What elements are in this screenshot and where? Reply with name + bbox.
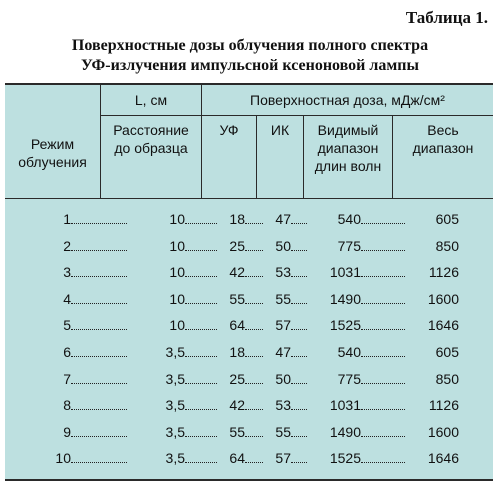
- cell-ir: 53: [275, 397, 291, 414]
- cell-full: 1646: [427, 317, 459, 334]
- dot-leader: [245, 223, 263, 224]
- cell-mode: 6: [63, 344, 71, 360]
- header-distance-line-1: Расстояние: [113, 122, 189, 138]
- header-mode: [5, 135, 100, 171]
- dot-leader: [245, 409, 263, 410]
- cell-mode: 4: [63, 290, 71, 307]
- dot-leader: [291, 383, 307, 384]
- header-full-line-2: диапазон: [412, 140, 474, 156]
- cell-ir: 53: [275, 264, 291, 281]
- cell-full: 605: [435, 344, 459, 360]
- dot-leader: [185, 250, 217, 251]
- header-full-line-1: Весь: [427, 122, 459, 138]
- header-mode-line-1: Режим: [30, 136, 75, 152]
- dot-leader: [185, 356, 217, 357]
- dot-leader: [361, 356, 405, 357]
- dot-leader: [71, 329, 127, 330]
- dot-leader: [185, 409, 217, 410]
- dot-leader: [291, 303, 307, 304]
- cell-ir: 55: [275, 290, 291, 307]
- cell-visible: 1031: [329, 264, 361, 281]
- dot-leader: [361, 436, 405, 437]
- cell-full: 850: [435, 370, 459, 387]
- dot-leader: [185, 223, 217, 224]
- header-visible-line-2: диапазон: [317, 140, 379, 156]
- cell-distance: 3,5: [165, 423, 185, 440]
- cell-visible: 775: [337, 237, 361, 254]
- table-row: [5, 208, 493, 232]
- dot-leader: [245, 462, 263, 463]
- dot-leader: [245, 383, 263, 384]
- dot-leader: [291, 436, 307, 437]
- cell-mode: 7: [63, 370, 71, 387]
- dot-leader: [291, 462, 307, 463]
- cell-visible: 1490: [329, 290, 361, 307]
- table-caption-line-1: Поверхностные дозы облучения полного спектра: [71, 37, 429, 54]
- cell-full: 1126: [428, 397, 459, 414]
- cell-mode: 5: [63, 317, 71, 334]
- cell-uv: 55: [229, 290, 245, 307]
- cell-ir: 47: [275, 344, 291, 360]
- cell-uv: 18: [229, 344, 245, 360]
- cell-distance: 10: [169, 290, 185, 307]
- dot-leader: [71, 303, 127, 304]
- cell-distance: 3,5: [165, 370, 185, 387]
- cell-distance: 10: [169, 237, 185, 254]
- dot-leader: [291, 356, 307, 357]
- dot-leader: [185, 329, 217, 330]
- cell-uv: 55: [229, 423, 245, 440]
- cell-visible: 1031: [329, 397, 361, 414]
- header-dose-group: Поверхностная доза, мДж/см²: [250, 92, 445, 108]
- dot-leader: [185, 303, 217, 304]
- dot-leader: [361, 250, 405, 251]
- dot-leader: [245, 276, 263, 277]
- data-table: [5, 83, 493, 481]
- dot-leader: [71, 383, 127, 384]
- dot-leader: [361, 462, 405, 463]
- dot-leader: [245, 250, 263, 251]
- cell-full: 1126: [428, 264, 459, 281]
- cell-full: 850: [435, 237, 459, 254]
- table-row: [5, 261, 493, 285]
- dot-leader: [245, 329, 263, 330]
- header-distance: [101, 121, 201, 157]
- table-row: [5, 447, 493, 471]
- dot-leader: [291, 409, 307, 410]
- cell-mode: 10: [55, 450, 71, 467]
- cell-ir: 50: [275, 237, 291, 254]
- dot-leader: [361, 303, 405, 304]
- header-distance-group: L, см: [134, 92, 168, 108]
- dot-leader: [291, 223, 307, 224]
- header-ir: ИК: [270, 122, 290, 138]
- dot-leader: [185, 276, 217, 277]
- dot-leader: [245, 436, 263, 437]
- table-row: [5, 235, 493, 259]
- dot-leader: [361, 329, 405, 330]
- table-row: [5, 288, 493, 312]
- table-number: Таблица 1.: [405, 8, 488, 27]
- dot-leader: [291, 276, 307, 277]
- cell-visible: 1490: [329, 423, 361, 440]
- table-top-rule: [5, 83, 493, 85]
- header-distance-line-2: до образца: [114, 140, 188, 156]
- table-row: [5, 368, 493, 392]
- table-row: [5, 341, 493, 365]
- dot-leader: [245, 356, 263, 357]
- header-visible-line-3: длин волн: [314, 158, 382, 174]
- cell-ir: 55: [275, 423, 291, 440]
- dot-leader: [71, 250, 127, 251]
- dot-leader: [71, 462, 127, 463]
- header-bottom-rule: [5, 198, 493, 199]
- dot-leader: [245, 303, 263, 304]
- dot-leader: [361, 409, 405, 410]
- cell-mode: 8: [63, 397, 71, 414]
- dot-leader: [71, 409, 127, 410]
- dot-leader: [71, 276, 127, 277]
- cell-uv: 64: [229, 317, 245, 334]
- cell-visible: 540: [337, 344, 361, 360]
- cell-uv: 25: [229, 370, 245, 387]
- cell-ir: 47: [275, 211, 291, 227]
- header-full: [393, 121, 493, 157]
- table-row: [5, 421, 493, 445]
- cell-uv: 42: [229, 264, 245, 281]
- cell-visible: 1525: [329, 317, 361, 334]
- cell-uv: 25: [229, 237, 245, 254]
- dot-leader: [361, 383, 405, 384]
- group-header-rule: [100, 115, 493, 116]
- cell-visible: 1525: [329, 450, 361, 467]
- cell-distance: 3,5: [165, 397, 185, 414]
- header-mode-line-2: облучения: [18, 154, 87, 170]
- dot-leader: [185, 383, 217, 384]
- header-visible-line-1: Видимый: [317, 122, 379, 138]
- header-visible: [304, 121, 392, 175]
- cell-uv: 42: [229, 397, 245, 414]
- cell-uv: 18: [229, 211, 245, 227]
- dot-leader: [361, 276, 405, 277]
- table-row: [5, 394, 493, 418]
- table-row: [5, 314, 493, 338]
- header-uv: УФ: [219, 122, 239, 138]
- cell-ir: 57: [275, 317, 291, 334]
- cell-distance: 10: [169, 317, 185, 334]
- cell-distance: 3,5: [165, 344, 185, 360]
- dot-leader: [291, 250, 307, 251]
- cell-full: 1646: [427, 450, 459, 467]
- cell-distance: 3,5: [165, 450, 185, 467]
- cell-distance: 10: [169, 211, 185, 227]
- cell-mode: 2: [63, 237, 71, 254]
- cell-ir: 50: [275, 370, 291, 387]
- cell-uv: 64: [229, 450, 245, 467]
- dot-leader: [71, 436, 127, 437]
- cell-full: 605: [435, 211, 459, 227]
- dot-leader: [185, 462, 217, 463]
- cell-mode: 9: [63, 423, 71, 440]
- table-bottom-rule: [5, 479, 493, 481]
- dot-leader: [361, 223, 405, 224]
- cell-ir: 57: [275, 450, 291, 467]
- cell-visible: 540: [337, 211, 361, 227]
- dot-leader: [291, 329, 307, 330]
- cell-mode: 3: [63, 264, 71, 281]
- table-caption-line-2: УФ-излучения импульсной ксеноновой лампы: [81, 57, 419, 74]
- cell-visible: 775: [337, 370, 361, 387]
- dot-leader: [71, 223, 127, 224]
- cell-full: 1600: [427, 290, 459, 307]
- cell-mode: 1: [63, 211, 71, 227]
- cell-full: 1600: [427, 423, 459, 440]
- cell-distance: 10: [169, 264, 185, 281]
- dot-leader: [71, 356, 127, 357]
- dot-leader: [185, 436, 217, 437]
